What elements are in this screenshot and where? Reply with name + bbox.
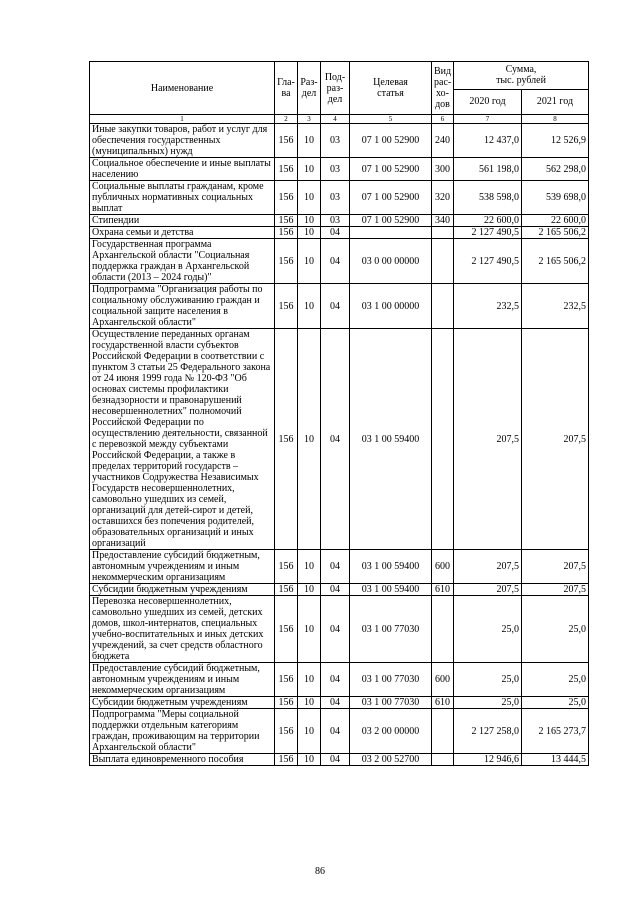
row-target: 03 1 00 59400 [350,329,432,550]
row-sum-2021: 2 165 273,7 [522,709,589,754]
budget-table [89,61,589,766]
row-podrazdel: 04 [321,596,350,663]
row-sum-2021: 22 600,0 [522,215,589,227]
row-target: 03 1 00 59400 [350,584,432,596]
table-row [90,158,589,181]
row-target [350,227,432,239]
row-podrazdel: 03 [321,181,350,215]
row-name: Субсидии бюджетным учреждениям [90,697,275,709]
row-podrazdel: 03 [321,124,350,158]
col-number: 8 [522,115,589,124]
row-sum-2021: 562 298,0 [522,158,589,181]
row-target: 03 2 00 52700 [350,754,432,766]
row-razdel: 10 [298,584,321,596]
row-name: Выплата единовременного пособия [90,754,275,766]
row-sum-2020: 2 127 258,0 [454,709,522,754]
row-name: Предоставление субсидий бюджетным, автономным учреждениям и иным некоммерческим организациям [90,663,275,697]
row-razdel: 10 [298,596,321,663]
col-number: 6 [432,115,454,124]
row-target: 07 1 00 52900 [350,181,432,215]
row-name: Стипендии [90,215,275,227]
row-razdel: 10 [298,215,321,227]
row-sum-2021: 232,5 [522,284,589,329]
row-name: Осуществление переданных органам государственной власти субъектов Российской Федерации в соответствии с пунктом 3 статьи 25 Федерального закона от 24 июня 1999 года № 120-ФЗ "Об основах системы профилактики безнадзорности и правонарушений несовершеннолетних" полномочий Российской Федерации по осуществлению деятельности, связанной с перевозкой между субъектами Российской Федерации, а также в пределах территорий государств – участников Содружества Независимых Государств несовершеннолетних, самовольно ушедших из семей, организаций для детей-сирот и детей, оставшихся без попечения родителей, образовательных организаций и иных организаций [90,329,275,550]
col-number: 3 [298,115,321,124]
table-row [90,550,589,584]
row-sum-2020: 25,0 [454,697,522,709]
row-razdel: 10 [298,754,321,766]
row-sum-2020: 25,0 [454,596,522,663]
row-razdel: 10 [298,550,321,584]
row-podrazdel: 04 [321,697,350,709]
row-podrazdel: 04 [321,239,350,284]
row-sum-2021: 12 526,9 [522,124,589,158]
header-name: Наименование [90,62,275,115]
row-name: Подпрограмма "Организация работы по социальному обслуживанию граждан и социальной защите населения в Архангельской области" [90,284,275,329]
row-vid: 340 [432,215,454,227]
table-row [90,596,589,663]
table-row [90,754,589,766]
row-name: Государственная программа Архангельской области "Социальная поддержка граждан в Архангельской области (2013 – 2024 годы)" [90,239,275,284]
table-row [90,227,589,239]
row-razdel: 10 [298,709,321,754]
table-row [90,584,589,596]
row-sum-2021: 207,5 [522,329,589,550]
row-sum-2021: 2 165 506,2 [522,239,589,284]
row-podrazdel: 04 [321,754,350,766]
row-sum-2020: 2 127 490,5 [454,239,522,284]
row-sum-2021: 207,5 [522,550,589,584]
row-glava: 156 [275,239,298,284]
header-razdel: Раз- дел [298,62,321,115]
row-name: Социальное обеспечение и иные выплаты населению [90,158,275,181]
row-glava: 156 [275,181,298,215]
row-vid: 300 [432,158,454,181]
row-vid: 240 [432,124,454,158]
row-glava: 156 [275,584,298,596]
row-razdel: 10 [298,227,321,239]
row-sum-2021: 13 444,5 [522,754,589,766]
row-glava: 156 [275,754,298,766]
row-target: 07 1 00 52900 [350,215,432,227]
row-glava: 156 [275,215,298,227]
row-podrazdel: 04 [321,550,350,584]
row-sum-2020: 232,5 [454,284,522,329]
row-vid [432,754,454,766]
header-year-2020: 2020 год [454,89,522,114]
row-sum-2021: 2 165 506,2 [522,227,589,239]
row-name: Перевозка несовершеннолетних, самовольно ушедших из семей, детских домов, школ-интернатов, специальных учебно-воспитательных и иных детских учреждений, за счет средств областного бюджета [90,596,275,663]
row-vid [432,227,454,239]
row-glava: 156 [275,284,298,329]
header-vid: Вид рас- хо- дов [432,62,454,115]
header-target: Целевая статья [350,62,432,115]
row-sum-2020: 538 598,0 [454,181,522,215]
row-vid [432,329,454,550]
row-vid: 600 [432,550,454,584]
row-podrazdel: 04 [321,584,350,596]
row-razdel: 10 [298,124,321,158]
table-row [90,124,589,158]
row-sum-2020: 561 198,0 [454,158,522,181]
row-vid: 600 [432,663,454,697]
row-vid: 610 [432,584,454,596]
row-razdel: 10 [298,284,321,329]
table-row [90,239,589,284]
row-name: Социальные выплаты гражданам, кроме публичных нормативных социальных выплат [90,181,275,215]
row-name: Предоставление субсидий бюджетным, автономным учреждениям и иным некоммерческим организациям [90,550,275,584]
row-podrazdel: 04 [321,227,350,239]
row-podrazdel: 04 [321,663,350,697]
table-row [90,181,589,215]
row-target: 07 1 00 52900 [350,158,432,181]
row-target: 03 1 00 59400 [350,550,432,584]
row-sum-2021: 25,0 [522,596,589,663]
row-sum-2021: 207,5 [522,584,589,596]
table-row [90,329,589,550]
header-podrazdel: Под- раз- дел [321,62,350,115]
row-name: Подпрограмма "Меры социальной поддержки отдельным категориям граждан, проживающим на территории Архангельской области" [90,709,275,754]
row-sum-2020: 25,0 [454,663,522,697]
row-podrazdel: 03 [321,215,350,227]
row-sum-2021: 539 698,0 [522,181,589,215]
row-sum-2020: 12 437,0 [454,124,522,158]
col-number: 4 [321,115,350,124]
row-podrazdel: 04 [321,284,350,329]
header-year-2021: 2021 год [522,89,589,114]
row-name: Субсидии бюджетным учреждениям [90,584,275,596]
header-sum: Сумма, тыс. рублей [454,62,589,90]
row-target: 03 1 00 77030 [350,663,432,697]
row-glava: 156 [275,709,298,754]
row-target: 07 1 00 52900 [350,124,432,158]
row-target: 03 1 00 77030 [350,596,432,663]
table-row [90,284,589,329]
row-sum-2020: 22 600,0 [454,215,522,227]
page-number: 86 [315,866,325,877]
row-razdel: 10 [298,697,321,709]
header-row [90,62,589,90]
row-razdel: 10 [298,329,321,550]
row-sum-2020: 207,5 [454,329,522,550]
row-name: Охрана семьи и детства [90,227,275,239]
row-sum-2020: 2 127 490,5 [454,227,522,239]
row-podrazdel: 04 [321,709,350,754]
row-razdel: 10 [298,663,321,697]
row-vid: 610 [432,697,454,709]
row-name: Иные закупки товаров, работ и услуг для обеспечения государственных (муниципальных) нужд [90,124,275,158]
row-sum-2021: 25,0 [522,663,589,697]
row-target: 03 0 00 00000 [350,239,432,284]
row-podrazdel: 03 [321,158,350,181]
row-glava: 156 [275,124,298,158]
row-glava: 156 [275,596,298,663]
row-target: 03 1 00 00000 [350,284,432,329]
row-razdel: 10 [298,158,321,181]
row-vid [432,284,454,329]
row-sum-2021: 25,0 [522,697,589,709]
row-razdel: 10 [298,239,321,284]
row-glava: 156 [275,158,298,181]
row-vid [432,596,454,663]
row-glava: 156 [275,227,298,239]
row-target: 03 1 00 77030 [350,697,432,709]
column-numbers-row [90,115,589,124]
header-glava: Гла- ва [275,62,298,115]
table-row [90,709,589,754]
row-sum-2020: 207,5 [454,584,522,596]
row-sum-2020: 207,5 [454,550,522,584]
table-row [90,215,589,227]
row-sum-2020: 12 946,6 [454,754,522,766]
col-number: 7 [454,115,522,124]
row-glava: 156 [275,329,298,550]
row-vid [432,239,454,284]
col-number: 2 [275,115,298,124]
row-glava: 156 [275,697,298,709]
col-number: 1 [90,115,275,124]
table-row [90,663,589,697]
row-glava: 156 [275,663,298,697]
col-number: 5 [350,115,432,124]
table-row [90,697,589,709]
row-vid: 320 [432,181,454,215]
row-razdel: 10 [298,181,321,215]
row-vid [432,709,454,754]
row-glava: 156 [275,550,298,584]
row-target: 03 2 00 00000 [350,709,432,754]
row-podrazdel: 04 [321,329,350,550]
